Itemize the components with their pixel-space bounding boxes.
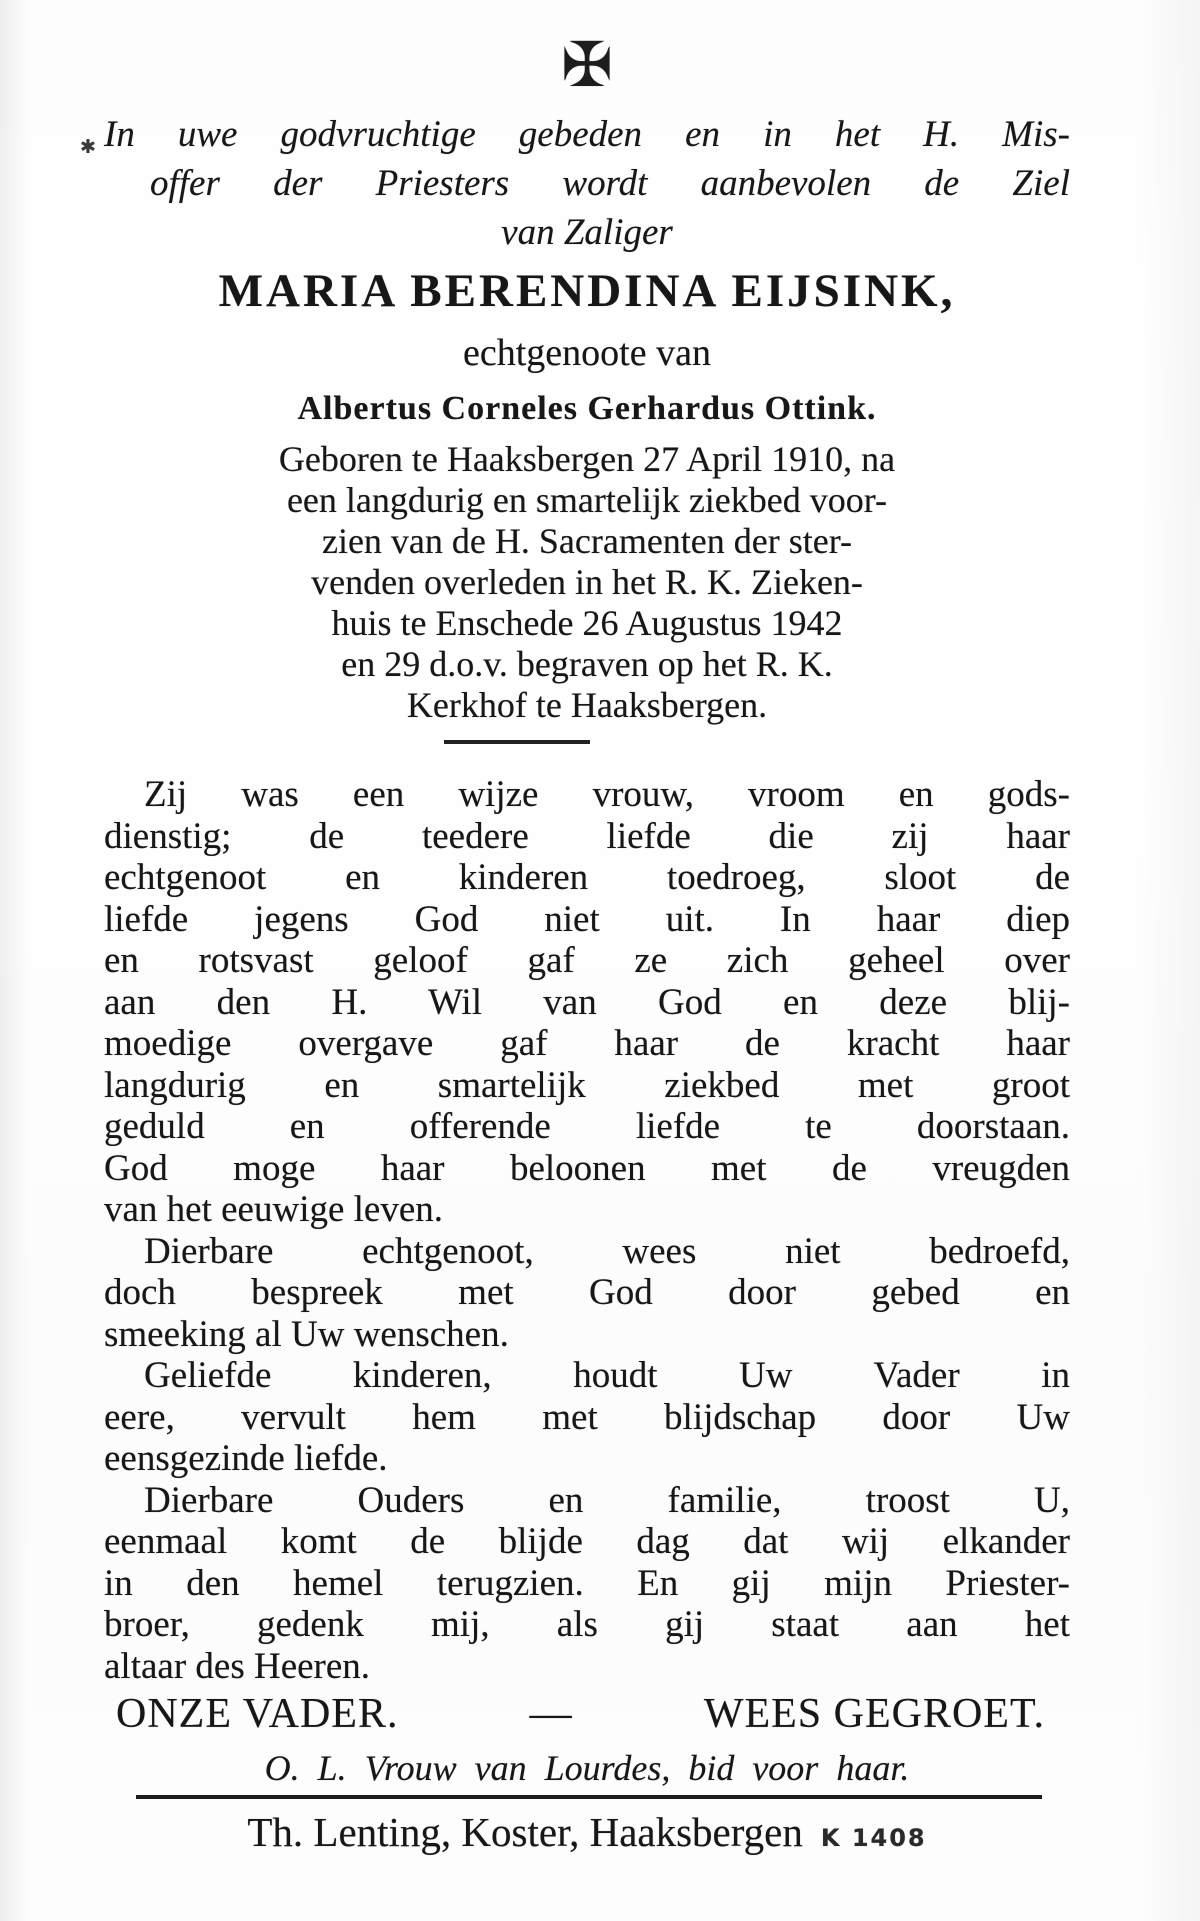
text-line: eensgezinde liefde.: [104, 1438, 388, 1479]
text-line: langdurig en smartelijk ziekbed met groot: [104, 1064, 1070, 1106]
biography-block: [104, 439, 1070, 726]
text-line: dienstig; de teedere liefde die zij haar: [104, 815, 1070, 857]
prayer-right: WEES GEGROET.: [703, 1691, 1045, 1737]
text-line: zien van de H. Sacramenten der ster-: [321, 521, 853, 561]
text-line: huis te Enschede 26 Augustus 1942: [331, 603, 843, 643]
text-line: venden overleden in het R. K. Zieken-: [311, 562, 863, 602]
prayer-separator: —: [529, 1691, 573, 1737]
prayer-left: ONZE VADER.: [116, 1691, 399, 1737]
text-line: van Zaliger: [501, 212, 673, 253]
text-line: liefde jegens God niet uit. In haar diep: [104, 898, 1070, 940]
publisher-name: Th. Lenting, Koster, Haaksbergen: [247, 1809, 803, 1855]
text-line: altaar des Heeren.: [104, 1645, 371, 1687]
text-line: doch bespreek met God door gebed en: [104, 1272, 1070, 1313]
deceased-name: MARIA BERENDINA EIJSINK,: [218, 265, 956, 317]
prayer-instructions: [104, 1691, 1070, 1738]
text-line: eenmaal komt de blijde dag dat wij elkander: [104, 1521, 1070, 1562]
text-line: broer, gedenk mij, als gij staat aan het: [104, 1604, 1070, 1645]
text-line: en rotsvast geloof gaf ze zich geheel over: [104, 940, 1070, 981]
text-line: Geboren te Haaksbergen 27 April 1910, na: [278, 439, 896, 479]
fleuron-icon: ✱: [80, 136, 96, 158]
text-line: aan den H. Wil van God en deze blij-: [104, 981, 1070, 1023]
text-line: Dierbare echtgenoot, wees niet bedroefd,: [144, 1230, 1070, 1272]
text-line: offer der Priesters wordt aanbevolen de Ziel: [150, 163, 1070, 204]
text-line: van het eeuwige leven.: [104, 1189, 444, 1230]
text-line: Zij was een wijze vrouw, vroom en gods-: [144, 774, 1070, 815]
print-code: K 1408: [820, 1824, 927, 1852]
text-line: eere, vervult hem met blijdschap door Uw: [104, 1396, 1070, 1438]
footer-rule: [136, 1795, 1042, 1799]
relation-label: echtgenoote van: [463, 332, 711, 374]
text-line: Dierbare Ouders en familie, troost U,: [144, 1479, 1070, 1521]
text-line: moedige overgave gaf haar de kracht haar: [104, 1023, 1070, 1064]
text-line: Kerkhof te Haaksbergen.: [406, 685, 768, 725]
text-line: In uwe godvruchtige gebeden en in het H. Mis-: [104, 114, 1070, 155]
text-line: echtgenoot en kinderen toedroeg, sloot de: [104, 857, 1070, 898]
invocation-line: O. L. Vrouw van Lourdes, bid voor haar.: [264, 1748, 910, 1788]
text-line: God moge haar beloonen met de vreugden: [104, 1147, 1070, 1189]
intro-prayer-request: [104, 110, 1070, 257]
cross-pattee-icon: ✠: [561, 28, 613, 101]
memorial-text: [104, 774, 1070, 1687]
text-line: smeeking al Uw wenschen.: [104, 1313, 509, 1355]
text-line: en 29 d.o.v. begraven op het R. K.: [341, 644, 833, 684]
text-line: geduld en offerende liefde te doorstaan.: [104, 1106, 1070, 1147]
imprint: [104, 1808, 1070, 1862]
text-line: Geliefde kinderen, houdt Uw Vader in: [144, 1355, 1070, 1396]
text-line: in den hemel terugzien. En gij mijn Priester-: [104, 1562, 1070, 1604]
text-line: een langdurig en smartelijk ziekbed voor-: [286, 480, 888, 520]
section-divider: [444, 740, 590, 744]
spouse-name: Albertus Corneles Gerhardus Ottink.: [297, 390, 877, 427]
